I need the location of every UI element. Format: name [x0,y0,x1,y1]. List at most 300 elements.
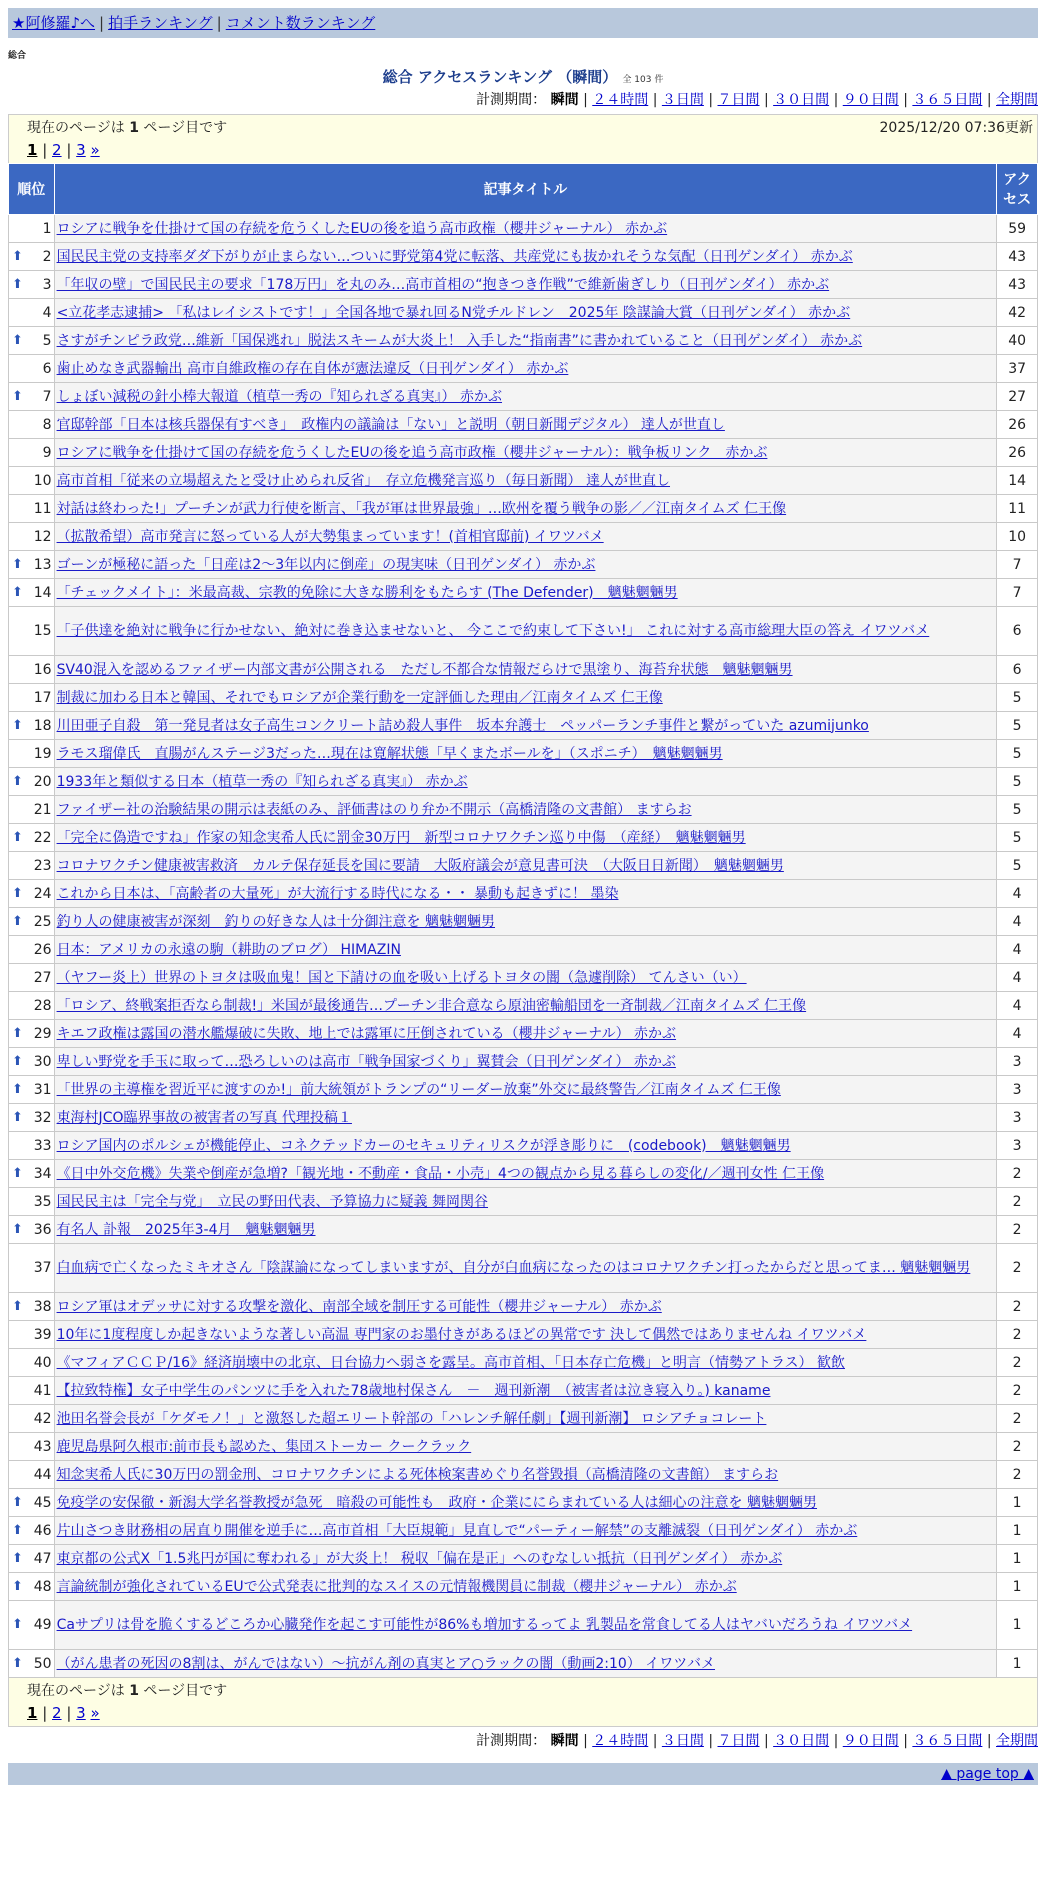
rank-up-arrow-icon: ⬆ [12,1298,23,1314]
period-separator: | [583,1733,593,1749]
rank-number: 3 [42,276,52,293]
header-rank: 順位 [9,164,55,215]
period-separator: | [829,1733,843,1749]
table-row [9,740,1038,768]
pager-separator: | [37,1704,53,1722]
article-title-link[interactable]: ゴーンが極秘に語った「日産は2～3年以内に倒産」の現実味（日刊ゲンダイ） 赤かぶ [56,556,596,573]
table-row [9,1132,1038,1160]
title-cell [54,467,997,495]
title-cell [54,908,997,936]
title-cell [54,656,997,684]
access-count-cell: 5 [997,684,1038,712]
page-info-text: 現在のページは 1 ページ目です [27,120,228,136]
rank-cell [9,439,55,467]
title-cell [54,992,997,1020]
table-row [9,1377,1038,1405]
article-title-link[interactable]: 《マフィアＣＣＰ/16》経済崩壊中の北京、日台協力へ弱さを露呈。高市首相、「日本存亡危機」と明言（情勢アトラス） 歓飲 [56,1354,846,1371]
article-title-link[interactable]: ファイザー社の治験結果の開示は表紙のみ、評価書はのり弁か不開示（高橋清隆の文書館） ますらお [56,801,692,818]
table-row [9,1104,1038,1132]
rank-number: 33 [33,1137,52,1154]
rank-cell [9,1321,55,1349]
table-row [9,1545,1038,1573]
period-separator: | [703,1733,718,1749]
title-cell [54,523,997,551]
rank-number: 31 [33,1081,52,1098]
table-row [9,355,1038,383]
table-row [9,271,1038,299]
rank-cell [9,824,55,852]
rank-number: 46 [33,1522,52,1539]
article-title-link[interactable]: 対話は終わった!」プーチンが武力行使を断言、「我が軍は世界最強」…欧州を覆う戦争の影／／江南タイムズ 仁王像 [56,500,787,517]
access-count-cell: 27 [997,383,1038,411]
rank-up-arrow-icon: ⬆ [12,913,23,929]
nav-comment-ranking-link[interactable]: コメント数ランキング [225,14,376,32]
article-title-link[interactable]: 「完全に偽造ですね」作家の知念実希人氏に罰金30万円 新型コロナワクチン巡り中傷 （産経） 魑魅魍魎男 [56,829,746,846]
period-separator: | [982,1733,996,1749]
period-link[interactable]: ２４時間 [592,1733,649,1749]
access-count-cell: 4 [997,992,1038,1020]
rank-number: 37 [33,1260,52,1276]
title-cell [54,299,997,327]
rank-up-arrow-icon: ⬆ [12,1617,23,1632]
article-title-link[interactable]: 免疫学の安保徹・新潟大学名誉教授が急死 暗殺の可能性も 政府・企業ににらまれている人は細心の注意を 魑魅魍魎男 [56,1494,818,1511]
title-cell [54,1244,997,1293]
period-link[interactable]: ３０日間 [773,1733,830,1749]
article-title-link[interactable]: 知念実希人氏に30万円の罰金刑、コロナワクチンによる死体検案書めぐり名誉毀損（高橋清隆の文書館） ますらお [56,1466,779,1483]
period-separator: | [982,92,996,108]
rank-cell [9,908,55,936]
table-row [9,1048,1038,1076]
access-count-cell: 2 [997,1188,1038,1216]
access-count-cell: 43 [997,271,1038,299]
access-count-cell: 3 [997,1132,1038,1160]
rank-up-arrow-icon: ⬆ [12,276,23,292]
article-title-link[interactable]: ロシア軍はオデッサに対する攻撃を激化、南部全域を制圧する可能性（櫻井ジャーナル） 赤かぶ [56,1298,662,1315]
article-title-link[interactable]: <立花孝志逮捕> 「私はレイシストです！」全国各地で暴れ回るN党チルドレン 2025年 陰謀論大賞（日刊ゲンダイ） 赤かぶ [56,304,851,321]
updated-timestamp: 2025/12/20 07:36更新 [879,120,1033,136]
title-cell [54,1377,997,1405]
pager-separator: | [61,1704,77,1722]
period-link[interactable]: ７日間 [717,1733,760,1749]
title-cell [54,355,997,383]
article-title-link[interactable]: ラモス瑠偉氏 直腸がんステージ3だった…現在は寛解状態「早くまたボールを」（スポニチ） 魑魅魍魎男 [56,745,723,762]
period-link[interactable]: ９０日間 [842,1733,899,1749]
access-count-cell: 2 [997,1244,1038,1293]
article-title-link[interactable]: 《日中外交危機》失業や倒産が急増?「観光地・不動産・食品・小売」4つの観点から見る暮らしの変化/／週刊女性 仁王像 [56,1165,825,1182]
rank-number: 11 [33,500,52,517]
rank-cell [9,271,55,299]
access-count-cell: 2 [997,1216,1038,1244]
period-separator: | [898,92,913,108]
rank-cell [9,243,55,271]
rank-number: 15 [33,623,52,639]
rank-up-arrow-icon: ⬆ [12,1522,23,1538]
table-row [9,579,1038,607]
rank-cell [9,1601,55,1650]
table-row [9,607,1038,656]
rank-cell [9,411,55,439]
rank-number: 5 [42,332,52,349]
rank-up-arrow-icon: ⬆ [12,388,23,404]
rank-cell [9,1349,55,1377]
period-link[interactable]: ３６５日間 [912,92,983,108]
table-row [9,1160,1038,1188]
rank-number: 17 [33,689,52,706]
rank-cell [9,327,55,355]
article-title-link[interactable]: 「ロシア、終戦案拒否なら制裁!」米国が最後通告…プーチン非合意なら原油密輸船団を一斉制裁／江南タイムズ 仁王像 [56,997,807,1014]
title-cell [54,712,997,740]
title-cell [54,1020,997,1048]
rank-number: 49 [33,1617,52,1633]
table-row [9,1517,1038,1545]
title-cell [54,243,997,271]
article-title-link[interactable]: 官邸幹部「日本は核兵器保有すべき」 政権内の議論は「ない」と説明（朝日新聞デジタル） 達人が世直し [56,416,725,433]
nav-home-link[interactable]: ★阿修羅♪へ [12,14,96,32]
period-current: 瞬間 [550,92,579,108]
rank-cell [9,880,55,908]
title-cell [54,740,997,768]
table-row [9,383,1038,411]
table-row [9,1433,1038,1461]
article-title-link[interactable]: コロナワクチン健康被害救済 カルテ保存延長を国に要請 大阪府議会が意見書可決 （大阪日日新聞） 魑魅魍魎男 [56,857,784,874]
article-title-link[interactable]: ロシア国内のポルシェが機能停止、コネクテッドカーのセキュリティリスクが浮き彫りに (codebook) 魑魅魍魎男 [56,1137,791,1154]
period-selector-bottom [8,1731,1038,1751]
rank-number: 6 [42,360,52,377]
rank-cell [9,936,55,964]
period-link[interactable]: ７日間 [717,92,760,108]
title-cell [54,1132,997,1160]
article-title-link[interactable]: 「年収の壁」で国民民主の要求「178万円」を丸のみ…高市首相の“抱きつき作戦”で維新歯ぎしり（日刊ゲンダイ） 赤かぶ [56,276,830,293]
page-info-text: 現在のページは 1 ページ目です [27,1683,228,1699]
period-selector-top [8,90,1038,110]
rank-up-arrow-icon: ⬆ [12,1655,23,1671]
table-row [9,551,1038,579]
rank-cell [9,1020,55,1048]
access-count-cell: 3 [997,1104,1038,1132]
article-title-link[interactable]: （がん患者の死因の8割は、がんではない）～抗がん剤の真実とア○ラックの闇（動画2:10） イワツバメ [56,1655,716,1672]
rank-cell [9,1076,55,1104]
period-label: 計測期間： [476,1733,547,1749]
access-count-cell: 5 [997,712,1038,740]
article-title-link[interactable]: さすがチンピラ政党…維新「国保逃れ」脱法スキームが大炎上！ 入手した“指南書”に書かれていること（日刊ゲンダイ） 赤かぶ [56,332,863,349]
period-links [583,1733,1038,1749]
table-row [9,1188,1038,1216]
title-cell [54,1650,997,1678]
rank-cell [9,1244,55,1293]
article-title-link[interactable]: 10年に1度程度しか起きないような著しい高温 専門家のお墨付きがあるほどの異常です 決して偶然ではありませんね イワツバメ [56,1326,867,1343]
access-count-cell: 3 [997,1048,1038,1076]
article-title-link[interactable]: しょぼい減税の針小棒大報道（植草一秀の『知られざる真実』） 赤かぶ [56,388,503,405]
period-link[interactable]: ３日間 [661,92,704,108]
rank-up-arrow-icon: ⬆ [12,1550,23,1566]
rank-number: 29 [33,1025,52,1042]
page-top-link[interactable]: ▲ page top ▲ [941,1766,1034,1782]
access-count-cell: 26 [997,411,1038,439]
pager-link[interactable]: 3 [76,1704,86,1722]
rank-cell [9,1573,55,1601]
rank-number: 43 [33,1438,52,1455]
article-title-link[interactable]: 東海村JCO臨界事故の被害者の写真 代理投稿１ [56,1109,352,1126]
article-title-link[interactable]: 川田亜子自殺 第一発見者は女子高生コンクリート詰め殺人事件 坂本弁護士 ペッパーランチ事件と繋がっていた azumijunko [56,717,869,734]
period-link[interactable]: ９０日間 [842,92,899,108]
period-link[interactable]: ３日間 [661,1733,704,1749]
rank-number: 9 [42,444,52,461]
rank-number: 35 [33,1193,52,1210]
table-row [9,327,1038,355]
rank-cell [9,1433,55,1461]
rank-cell [9,768,55,796]
title-cell [54,852,997,880]
article-title-link[interactable]: ロシアに戦争を仕掛けて国の存続を危うくしたEUの後を追う高市政権（櫻井ジャーナル） 赤かぶ [56,220,668,237]
rank-cell [9,523,55,551]
table-row [9,1020,1038,1048]
pager-link[interactable]: 2 [52,141,62,159]
table-row [9,215,1038,243]
article-title-link[interactable]: 卑しい野党を手玉に取って…恐ろしいのは高市「戦争国家づくり」翼賛会（日刊ゲンダイ） 赤かぶ [56,1053,676,1070]
access-count-cell: 4 [997,908,1038,936]
ranking-table [8,163,1038,1678]
access-count-cell: 2 [997,1377,1038,1405]
rank-cell [9,740,55,768]
rank-cell [9,1293,55,1321]
access-count-cell: 11 [997,495,1038,523]
pager-top [27,139,1033,161]
period-separator: | [648,92,662,108]
table-row [9,684,1038,712]
article-title-link[interactable]: 「世界の主導権を習近平に渡すのか!」前大統領がトランプの“リーダー放棄”外交に最終警告／江南タイムズ 仁王像 [56,1081,781,1098]
article-title-link[interactable]: （ヤフー炎上）世界のトヨタは吸血鬼！国と下請けの血を吸い上げるトヨタの闇（急遽削除） てんさい（い） [56,969,747,986]
article-title-link[interactable]: 池田名誉会長が「ケダモノ！」と激怒した超エリート幹部の「ハレンチ解任劇」【週刊新潮】 ロシアチョコレート [56,1410,767,1427]
article-title-link[interactable]: ロシアに戦争を仕掛けて国の存続を危うくしたEUの後を追う高市政権（櫻井ジャーナル）：戦争板リンク 赤かぶ [56,444,768,461]
rank-number: 13 [33,556,52,573]
access-count-cell: 2 [997,1321,1038,1349]
rank-cell [9,1517,55,1545]
rank-cell [9,551,55,579]
table-row [9,1293,1038,1321]
period-links [583,92,1038,108]
title-cell [54,964,997,992]
article-title-link[interactable]: キエフ政権は露国の潜水艦爆破に失敗、地上では露軍に圧倒されている（櫻井ジャーナル） 赤かぶ [56,1025,677,1042]
rank-number: 41 [33,1382,52,1399]
rank-number: 48 [33,1578,52,1595]
rank-cell [9,215,55,243]
rank-cell [9,712,55,740]
article-title-link[interactable]: SV40混入を認めるファイザー内部文書が公開される ただし不都合な情報だらけで黒塗り、海苔弁状態 魑魅魍魎男 [56,661,793,678]
article-title-link[interactable]: 日本：アメリカの永遠の駒（耕助のブログ） HIMAZIN [56,941,401,958]
title-cell [54,1321,997,1349]
table-row [9,299,1038,327]
table-row [9,1321,1038,1349]
article-title-link[interactable]: 鹿児島県阿久根市:前市長も認めた、集団ストーカー クークラック [56,1438,472,1455]
rank-number: 14 [33,584,52,601]
rank-up-arrow-icon: ⬆ [12,332,23,348]
rank-number: 19 [33,745,52,762]
access-count-cell: 14 [997,467,1038,495]
header-access: アクセス [997,164,1038,215]
table-row [9,880,1038,908]
rank-up-arrow-icon: ⬆ [12,556,23,572]
access-count-cell: 2 [997,1160,1038,1188]
access-count-cell: 2 [997,1293,1038,1321]
rank-number: 39 [33,1326,52,1343]
pager-bottom [27,1702,1033,1724]
rank-cell [9,495,55,523]
article-title-link[interactable]: 【拉致特権】女子中学生のパンツに手を入れた78歳地村保さん － 週刊新潮 （被害者は泣き寝入り。) kaname [56,1382,771,1399]
table-row [9,992,1038,1020]
title-cell [54,1188,997,1216]
pager-link[interactable]: 2 [52,1704,62,1722]
page-top-bar [8,1763,1038,1785]
article-title-link[interactable]: Caサプリは骨を脆くするどころか心臓発作を起こす可能性が86%も増加するってよ 乳製品を常食してる人はヤバいだろうね イワツバメ [56,1617,913,1633]
period-link[interactable]: ３６５日間 [912,1733,983,1749]
rank-cell [9,1461,55,1489]
page-title [0,66,1046,86]
rank-cell [9,992,55,1020]
article-title-link[interactable]: 高市首相「従来の立場超えたと受け止められ反省」 存立危機発言巡り（毎日新聞） 達人が世直し [56,472,671,489]
rank-number: 8 [42,416,52,433]
period-separator: | [898,1733,913,1749]
period-separator: | [759,92,774,108]
title-cell [54,880,997,908]
access-count-cell: 7 [997,579,1038,607]
access-count-cell: 3 [997,1076,1038,1104]
header-title: 記事タイトル [54,164,997,215]
rank-number: 1 [42,220,52,237]
rank-up-arrow-icon: ⬆ [12,773,23,789]
rank-cell [9,1104,55,1132]
table-row [9,1489,1038,1517]
title-cell [54,768,997,796]
article-title-link[interactable]: 1933年と類似する日本（植草一秀の『知られざる真実』） 赤かぶ [56,773,468,790]
access-count-cell: 1 [997,1601,1038,1650]
article-title-link[interactable]: 制裁に加わる日本と韓国、それでもロシアが企業行動を一定評価した理由／江南タイムズ 仁王像 [56,689,663,706]
rank-cell [9,1650,55,1678]
access-count-cell: 1 [997,1489,1038,1517]
title-cell [54,1349,997,1377]
rank-cell [9,355,55,383]
period-link[interactable]: ３０日間 [773,92,830,108]
rank-number: 30 [33,1053,52,1070]
article-title-link[interactable]: 片山さつき財務相の居直り開催を逆手に…高市首相「大臣規範」見直しで“パーティー解禁”の支離滅裂（日刊ゲンダイ） 赤かぶ [56,1522,858,1539]
title-cell [54,1076,997,1104]
access-count-cell: 4 [997,1020,1038,1048]
article-title-link[interactable]: 国民民主は「完全与党」 立民の野田代表、予算協力に疑義 舞岡関谷 [56,1193,489,1210]
title-cell [54,327,997,355]
pager-next-link[interactable]: » [90,141,100,159]
access-count-cell: 40 [997,327,1038,355]
access-count-cell: 5 [997,740,1038,768]
article-title-link[interactable]: 東京都の公式X「1.5兆円が国に奪われる」が大炎上！ 税収「偏在是正」へのむなしい抵抗（日刊ゲンダイ） 赤かぶ [56,1550,783,1567]
rank-cell [9,1048,55,1076]
title-cell [54,1405,997,1433]
rank-cell [9,964,55,992]
article-title-link[interactable]: これから日本は、「高齢者の大量死」が大流行する時代になる・・ 暴動も起きずに！ 墨染 [56,885,619,902]
table-row [9,1244,1038,1293]
access-count-cell: 1 [997,1545,1038,1573]
rank-number: 42 [33,1410,52,1427]
title-cell [54,936,997,964]
article-title-link[interactable]: （拡散希望）高市発言に怒っている人が大勢集まっています！(首相官邸前) イワツバメ [56,528,604,545]
rank-cell [9,1188,55,1216]
rank-cell [9,1216,55,1244]
pager-next-link[interactable]: » [90,1704,100,1722]
table-row [9,908,1038,936]
rank-number: 7 [42,388,52,405]
rank-cell [9,1377,55,1405]
page-info-top [8,114,1038,163]
article-title-link[interactable]: 白血病で亡くなったミキオさん「陰謀論になってしまいますが、自分が白血病になったのはコロナワクチン打ったからだと思ってま… 魑魅魍魎男 [56,1260,971,1276]
table-row [9,964,1038,992]
rank-number: 38 [33,1298,52,1315]
access-count-cell: 6 [997,656,1038,684]
period-current: 瞬間 [550,1733,579,1749]
nav-clap-ranking-link[interactable]: 拍手ランキング [108,14,213,32]
rank-up-arrow-icon: ⬆ [12,1053,23,1069]
article-title-link[interactable]: 有名人 訃報 2025年3-4月 魑魅魍魎男 [56,1221,316,1238]
pager-separator: | [37,141,53,159]
period-link[interactable]: 全期間 [996,1733,1038,1749]
top-nav-bar [8,8,1038,38]
title-cell [54,824,997,852]
rank-number: 27 [33,969,52,986]
access-count-cell: 1 [997,1517,1038,1545]
article-title-link[interactable]: 国民民主党の支持率ダダ下がりが止まらない…ついに野党第4党に転落、共産党にも抜かれそうな気配（日刊ゲンダイ） 赤かぶ [56,248,853,265]
access-count-cell: 2 [997,1461,1038,1489]
table-row [9,411,1038,439]
access-count-cell: 7 [997,551,1038,579]
article-title-link[interactable]: 言論統制が強化されているEUで公式発表に批判的なスイスの元情報機関員に制裁（櫻井ジャーナル） 赤かぶ [56,1578,737,1595]
pager-current: 1 [27,1704,38,1722]
rank-up-arrow-icon: ⬆ [12,1081,23,1097]
rank-number: 4 [42,304,52,321]
article-title-link[interactable]: 歯止めなき武器輸出 高市自維政権の存在自体が憲法違反（日刊ゲンダイ） 赤かぶ [56,360,569,377]
title-cell [54,1104,997,1132]
access-count-cell: 26 [997,439,1038,467]
pager-link[interactable]: 3 [76,141,86,159]
period-separator: | [829,92,843,108]
access-count-cell: 4 [997,880,1038,908]
access-count-cell: 4 [997,964,1038,992]
title-cell [54,495,997,523]
title-cell [54,1601,997,1650]
rank-number: 18 [33,717,52,734]
rank-number: 24 [33,885,52,902]
rank-number: 10 [33,472,52,489]
access-count-cell: 2 [997,1405,1038,1433]
rank-number: 21 [33,801,52,818]
category-label: 総合 [8,51,27,61]
rank-up-arrow-icon: ⬆ [12,1494,23,1510]
rank-cell [9,1545,55,1573]
table-row [9,1405,1038,1433]
rank-number: 40 [33,1354,52,1371]
title-cell [54,411,997,439]
period-label: 計測期間： [476,92,547,108]
article-title-link[interactable]: 釣り人の健康被害が深刻 釣りの好きな人は十分御注意を 魑魅魍魎男 [56,913,496,930]
rank-cell [9,607,55,656]
ranking-title: 総合 アクセスランキング （瞬間） [382,68,618,86]
access-count-cell: 5 [997,796,1038,824]
rank-up-arrow-icon: ⬆ [12,829,23,845]
period-link[interactable]: ２４時間 [592,92,649,108]
article-title-link[interactable]: 「子供達を絶対に戦争に行かせない、絶対に巻き込ませないと、 今ここで約束して下さい!」 これに対する高市総理大臣の答え イワツバメ [56,623,930,639]
title-cell [54,439,997,467]
article-title-link[interactable]: 「チェックメイト」：米最高裁、宗教的免除に大きな勝利をもたらす (The Defender) 魑魅魍魎男 [56,584,678,601]
access-count-cell: 6 [997,607,1038,656]
period-link[interactable]: 全期間 [996,92,1038,108]
title-cell [54,1293,997,1321]
rank-cell [9,656,55,684]
